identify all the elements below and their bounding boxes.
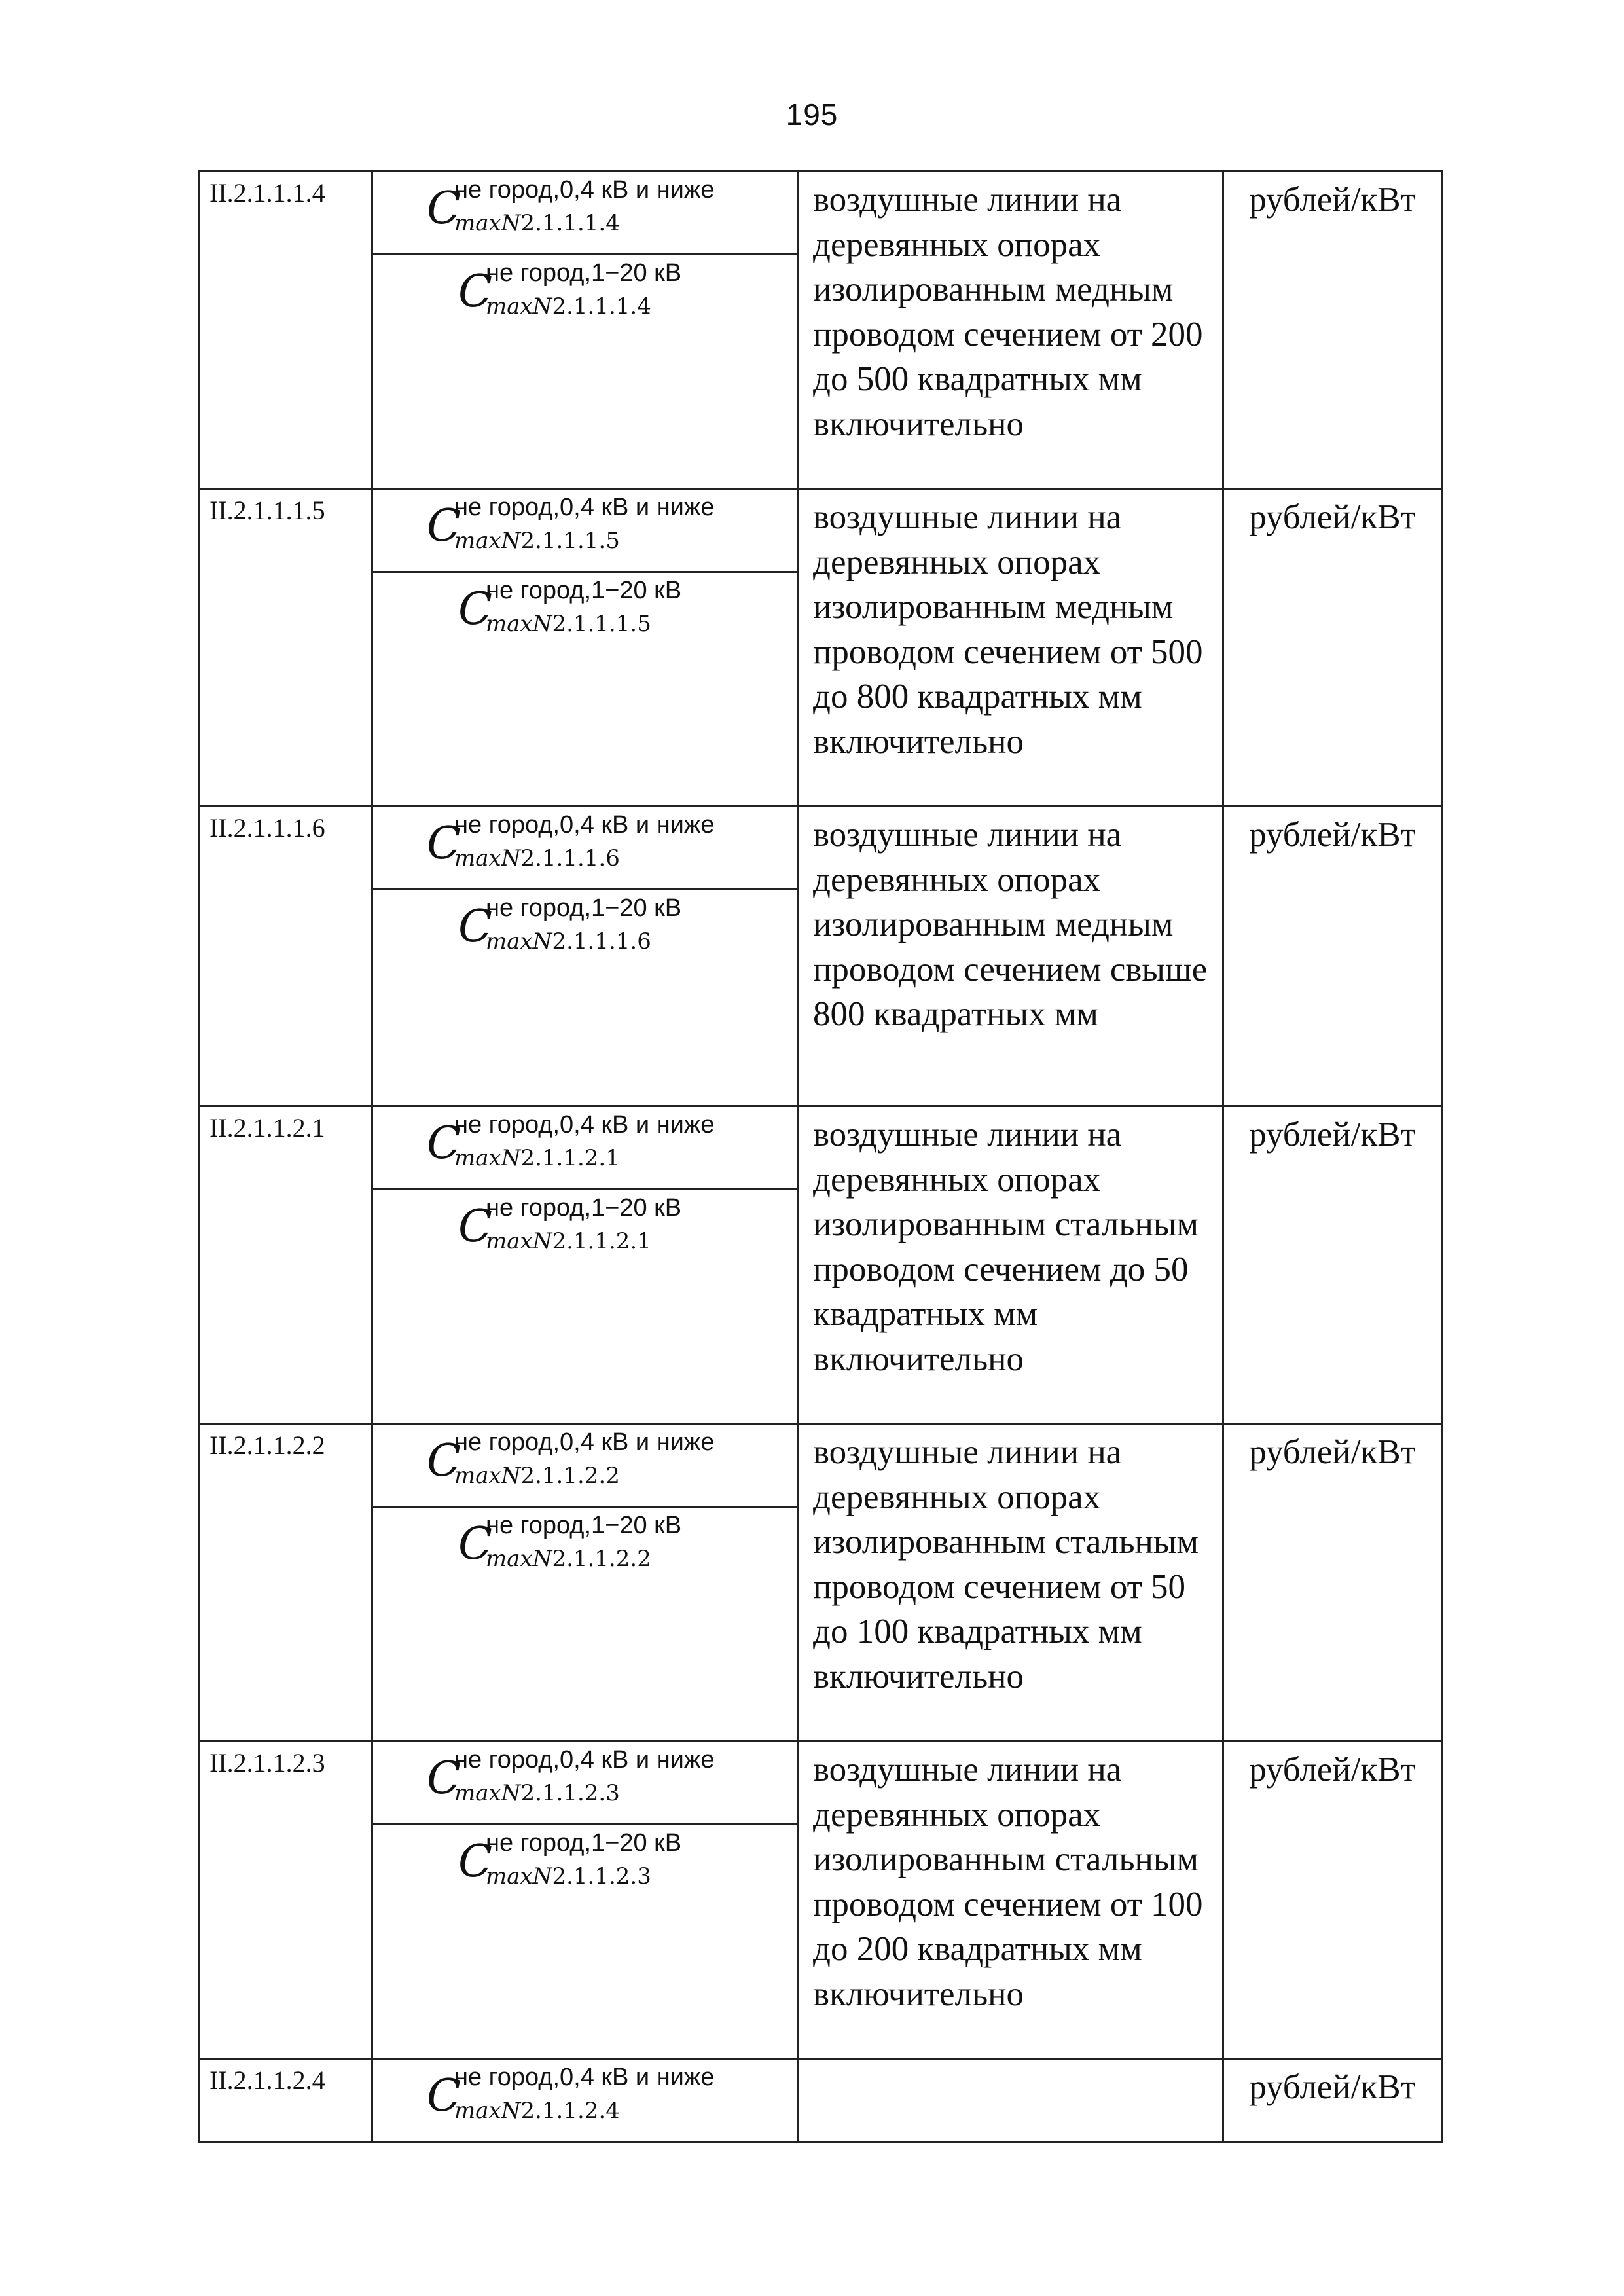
formula-low-voltage <box>373 807 797 890</box>
formula-subscript <box>486 1228 651 1254</box>
formula-medium-voltage <box>373 573 797 654</box>
formula-symbol: C <box>427 500 461 552</box>
formula-superscript: не город,1−20 кВ <box>486 259 682 287</box>
formula-subscript-var: maxN <box>454 1463 521 1489</box>
formula-symbol: C <box>458 1201 493 1252</box>
formula-low-voltage <box>373 490 797 573</box>
formula-cell <box>372 1424 798 1741</box>
formula-superscript: не город,0,4 кВ и ниже <box>454 494 715 521</box>
formula-medium-voltage <box>373 255 797 337</box>
row-code: II.2.1.1.1.6 <box>200 807 372 1106</box>
row-code: II.2.1.1.2.2 <box>200 1424 372 1741</box>
formula-subscript-num: 2.1.1.1.5 <box>520 528 620 554</box>
table-row <box>200 1741 1442 2059</box>
formula-subscript-var: maxN <box>454 528 521 554</box>
formula-medium-voltage <box>373 1825 797 1906</box>
formula-medium-voltage <box>373 1190 797 1271</box>
row-code: II.2.1.1.1.5 <box>200 489 372 807</box>
formula-superscript: не город,0,4 кВ и ниже <box>454 2064 715 2091</box>
row-description: воздушные линии на деревянных опорах изолированным стальным проводом сечением до 50 квадратных мм включительно <box>798 1106 1223 1424</box>
formula-cell <box>372 1106 798 1424</box>
table-row <box>200 489 1442 807</box>
row-description: воздушные линии на деревянных опорах изолированным медным проводом сечением свыше 800 квадратных мм <box>798 807 1223 1106</box>
formula-subscript <box>454 528 620 554</box>
formula-symbol: C <box>458 583 493 635</box>
formula-subscript-num: 2.1.1.1.6 <box>520 845 620 871</box>
formula-cell <box>372 807 798 1106</box>
row-unit: рублей/кВт <box>1223 489 1442 807</box>
row-code: II.2.1.1.2.3 <box>200 1741 372 2059</box>
formula-subscript-var: maxN <box>454 1145 521 1171</box>
table-body <box>200 172 1442 2142</box>
formula-symbol: C <box>458 1518 493 1570</box>
formula-medium-voltage <box>373 890 797 972</box>
formula-subscript <box>454 210 620 236</box>
row-unit: рублей/кВт <box>1223 172 1442 489</box>
row-description <box>798 2059 1223 2142</box>
formula-subscript <box>454 2098 620 2124</box>
tariff-table <box>198 170 1443 2143</box>
row-unit: рублей/кВт <box>1223 2059 1442 2142</box>
formula-cell <box>372 172 798 489</box>
formula-subscript <box>486 1863 651 1889</box>
formula-low-voltage <box>373 2060 797 2141</box>
formula-symbol: C <box>427 1118 461 1169</box>
formula-subscript-num: 2.1.1.2.1 <box>520 1145 620 1171</box>
formula-cell <box>372 1741 798 2059</box>
formula-superscript: не город,0,4 кВ и ниже <box>454 1746 715 1774</box>
formula-subscript-num: 2.1.1.2.3 <box>552 1863 651 1889</box>
formula-subscript <box>486 1546 651 1572</box>
row-description: воздушные линии на деревянных опорах изолированным медным проводом сечением от 500 до 800 квадратных мм включительно <box>798 489 1223 807</box>
formula-superscript: не город,1−20 кВ <box>486 1829 682 1857</box>
formula-superscript: не город,1−20 кВ <box>486 1512 682 1539</box>
formula-subscript <box>486 293 651 319</box>
formula-subscript-num: 2.1.1.1.5 <box>552 611 651 637</box>
formula-symbol: C <box>458 901 493 953</box>
formula-subscript-var: maxN <box>486 1546 552 1572</box>
row-code: II.2.1.1.2.1 <box>200 1106 372 1424</box>
formula-subscript-num: 2.1.1.1.6 <box>552 928 651 955</box>
formula-superscript: не город,0,4 кВ и ниже <box>454 1429 715 1456</box>
formula-subscript <box>454 1145 620 1171</box>
table-row <box>200 1424 1442 1741</box>
formula-subscript-num: 2.1.1.2.3 <box>520 1780 620 1806</box>
formula-superscript: не город,0,4 кВ и ниже <box>454 1111 715 1139</box>
formula-symbol: C <box>427 1753 461 1804</box>
table-row <box>200 807 1442 1106</box>
row-description: воздушные линии на деревянных опорах изолированным медным проводом сечением от 200 до 500 квадратных мм включительно <box>798 172 1223 489</box>
row-unit: рублей/кВт <box>1223 1741 1442 2059</box>
formula-cell <box>372 2059 798 2142</box>
formula-subscript-num: 2.1.1.2.4 <box>520 2098 620 2124</box>
formula-subscript-var: maxN <box>454 210 521 236</box>
formula-subscript-num: 2.1.1.1.4 <box>520 210 620 236</box>
page-number: 195 <box>785 98 839 132</box>
formula-subscript <box>486 611 651 637</box>
row-unit: рублей/кВт <box>1223 807 1442 1106</box>
formula-subscript-var: maxN <box>486 928 552 955</box>
formula-subscript <box>454 1780 620 1806</box>
formula-subscript-var: maxN <box>454 2098 521 2124</box>
formula-medium-voltage <box>373 1508 797 1589</box>
formula-subscript-num: 2.1.1.2.2 <box>520 1463 620 1489</box>
formula-subscript-var: maxN <box>454 845 521 871</box>
formula-subscript-num: 2.1.1.1.4 <box>552 293 651 319</box>
formula-subscript-var: maxN <box>454 1780 521 1806</box>
formula-subscript-num: 2.1.1.2.2 <box>552 1546 651 1572</box>
formula-low-voltage <box>373 1107 797 1190</box>
formula-symbol: C <box>427 2070 461 2122</box>
formula-subscript-var: maxN <box>486 1863 552 1889</box>
formula-superscript: не город,1−20 кВ <box>486 577 682 604</box>
table-row <box>200 2059 1442 2142</box>
formula-symbol: C <box>427 1435 461 1487</box>
table-row <box>200 172 1442 489</box>
formula-subscript <box>486 928 651 955</box>
formula-subscript-var: maxN <box>486 293 552 319</box>
row-code: II.2.1.1.2.4 <box>200 2059 372 2142</box>
formula-superscript: не город,0,4 кВ и ниже <box>454 176 715 204</box>
formula-superscript: не город,1−20 кВ <box>486 1194 682 1222</box>
table-row <box>200 1106 1442 1424</box>
formula-symbol: C <box>458 1836 493 1887</box>
formula-subscript-var: maxN <box>486 1228 552 1254</box>
formula-subscript <box>454 1463 620 1489</box>
formula-superscript: не город,1−20 кВ <box>486 894 682 922</box>
formula-symbol: C <box>458 266 493 318</box>
row-description: воздушные линии на деревянных опорах изолированным стальным проводом сечением от 50 до 100 квадратных мм включительно <box>798 1424 1223 1741</box>
row-unit: рублей/кВт <box>1223 1424 1442 1741</box>
formula-cell <box>372 489 798 807</box>
row-description: воздушные линии на деревянных опорах изолированным стальным проводом сечением от 100 до 200 квадратных мм включительно <box>798 1741 1223 2059</box>
row-code: II.2.1.1.1.4 <box>200 172 372 489</box>
formula-symbol: C <box>427 183 461 234</box>
row-unit: рублей/кВт <box>1223 1106 1442 1424</box>
formula-low-voltage <box>373 1742 797 1825</box>
formula-subscript-num: 2.1.1.2.1 <box>552 1228 651 1254</box>
formula-low-voltage <box>373 172 797 255</box>
formula-symbol: C <box>427 818 461 869</box>
formula-low-voltage <box>373 1425 797 1508</box>
formula-superscript: не город,0,4 кВ и ниже <box>454 811 715 839</box>
formula-subscript <box>454 845 620 871</box>
formula-subscript-var: maxN <box>486 611 552 637</box>
